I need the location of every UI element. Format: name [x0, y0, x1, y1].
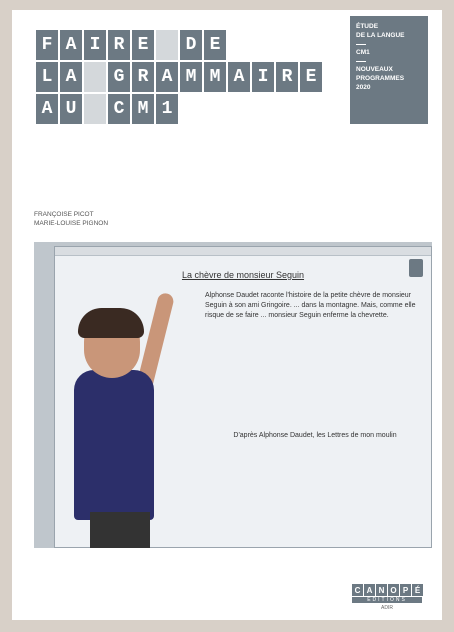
cover-title	[36, 30, 322, 126]
logo-editions: ÉDITIONS	[352, 597, 422, 603]
story-text	[205, 291, 425, 441]
title-letter: C	[108, 94, 130, 124]
title-letter: 1	[156, 94, 178, 124]
title-letter: D	[180, 30, 202, 60]
whiteboard-toolbar	[55, 247, 431, 256]
cover-photo	[34, 242, 432, 548]
title-letter: L	[36, 62, 58, 92]
title-letter: M	[180, 62, 202, 92]
child-legs	[90, 512, 150, 548]
title-letter: A	[228, 62, 250, 92]
logo-letter: O	[388, 584, 399, 596]
title-letter: M	[132, 94, 154, 124]
logo-letter: N	[376, 584, 387, 596]
title-letter: A	[36, 94, 58, 124]
divider	[356, 61, 366, 62]
title-letter: R	[132, 62, 154, 92]
title-letter: E	[300, 62, 322, 92]
logo-letter: É	[412, 584, 423, 596]
publisher-logo	[352, 584, 424, 611]
story-title: La chèvre de monsieur Seguin	[181, 270, 305, 280]
title-letter: E	[132, 30, 154, 60]
title-letter: I	[252, 62, 274, 92]
canope-wordmark	[352, 584, 424, 596]
author-name: MARIE-LOUISE PIGNON	[34, 220, 109, 227]
title-space	[84, 62, 106, 92]
title-letter: A	[156, 62, 178, 92]
cover-page	[12, 10, 442, 620]
logo-letter: A	[364, 584, 375, 596]
info-line: DE LA LANGUE	[356, 32, 405, 39]
logo-letter: C	[352, 584, 363, 596]
info-level: CM1	[356, 49, 370, 56]
authors	[34, 210, 108, 228]
child-body	[74, 370, 154, 520]
story-paragraph: Alphonse Daudet raconte l'histoire de la petite chèvre de monsieur Seguin à son ami Gringoire. ... dans la montagne. Mais, comme elle risque de se faire ... monsieur Seguin enferme la chevrette.	[205, 292, 416, 319]
title-letter: A	[60, 62, 82, 92]
divider	[356, 44, 366, 45]
title-letter: I	[84, 30, 106, 60]
logo-adir: ADIR	[381, 605, 393, 611]
title-letter: R	[276, 62, 298, 92]
info-line: PROGRAMMES	[356, 75, 405, 82]
author-name: FRANÇOISE PICOT	[34, 211, 94, 218]
title-letter: U	[60, 94, 82, 124]
title-row-2	[36, 62, 322, 92]
title-space	[156, 30, 178, 60]
title-row-1	[36, 30, 322, 60]
info-year: 2020	[356, 84, 371, 91]
title-letter: E	[204, 30, 226, 60]
story-source: D'après Alphonse Daudet, les Lettres de mon moulin	[233, 432, 397, 439]
title-space	[84, 94, 106, 124]
child-hair	[78, 308, 144, 338]
title-letter: G	[108, 62, 130, 92]
title-row-3	[36, 94, 322, 124]
title-letter: M	[204, 62, 226, 92]
trash-icon	[409, 259, 423, 277]
info-line: NOUVEAUX	[356, 66, 393, 73]
title-letter: F	[36, 30, 58, 60]
title-letter: A	[60, 30, 82, 60]
logo-letter: P	[400, 584, 411, 596]
level-info-box	[350, 16, 428, 124]
info-line: ÉTUDE	[356, 23, 379, 30]
title-letter: R	[108, 30, 130, 60]
